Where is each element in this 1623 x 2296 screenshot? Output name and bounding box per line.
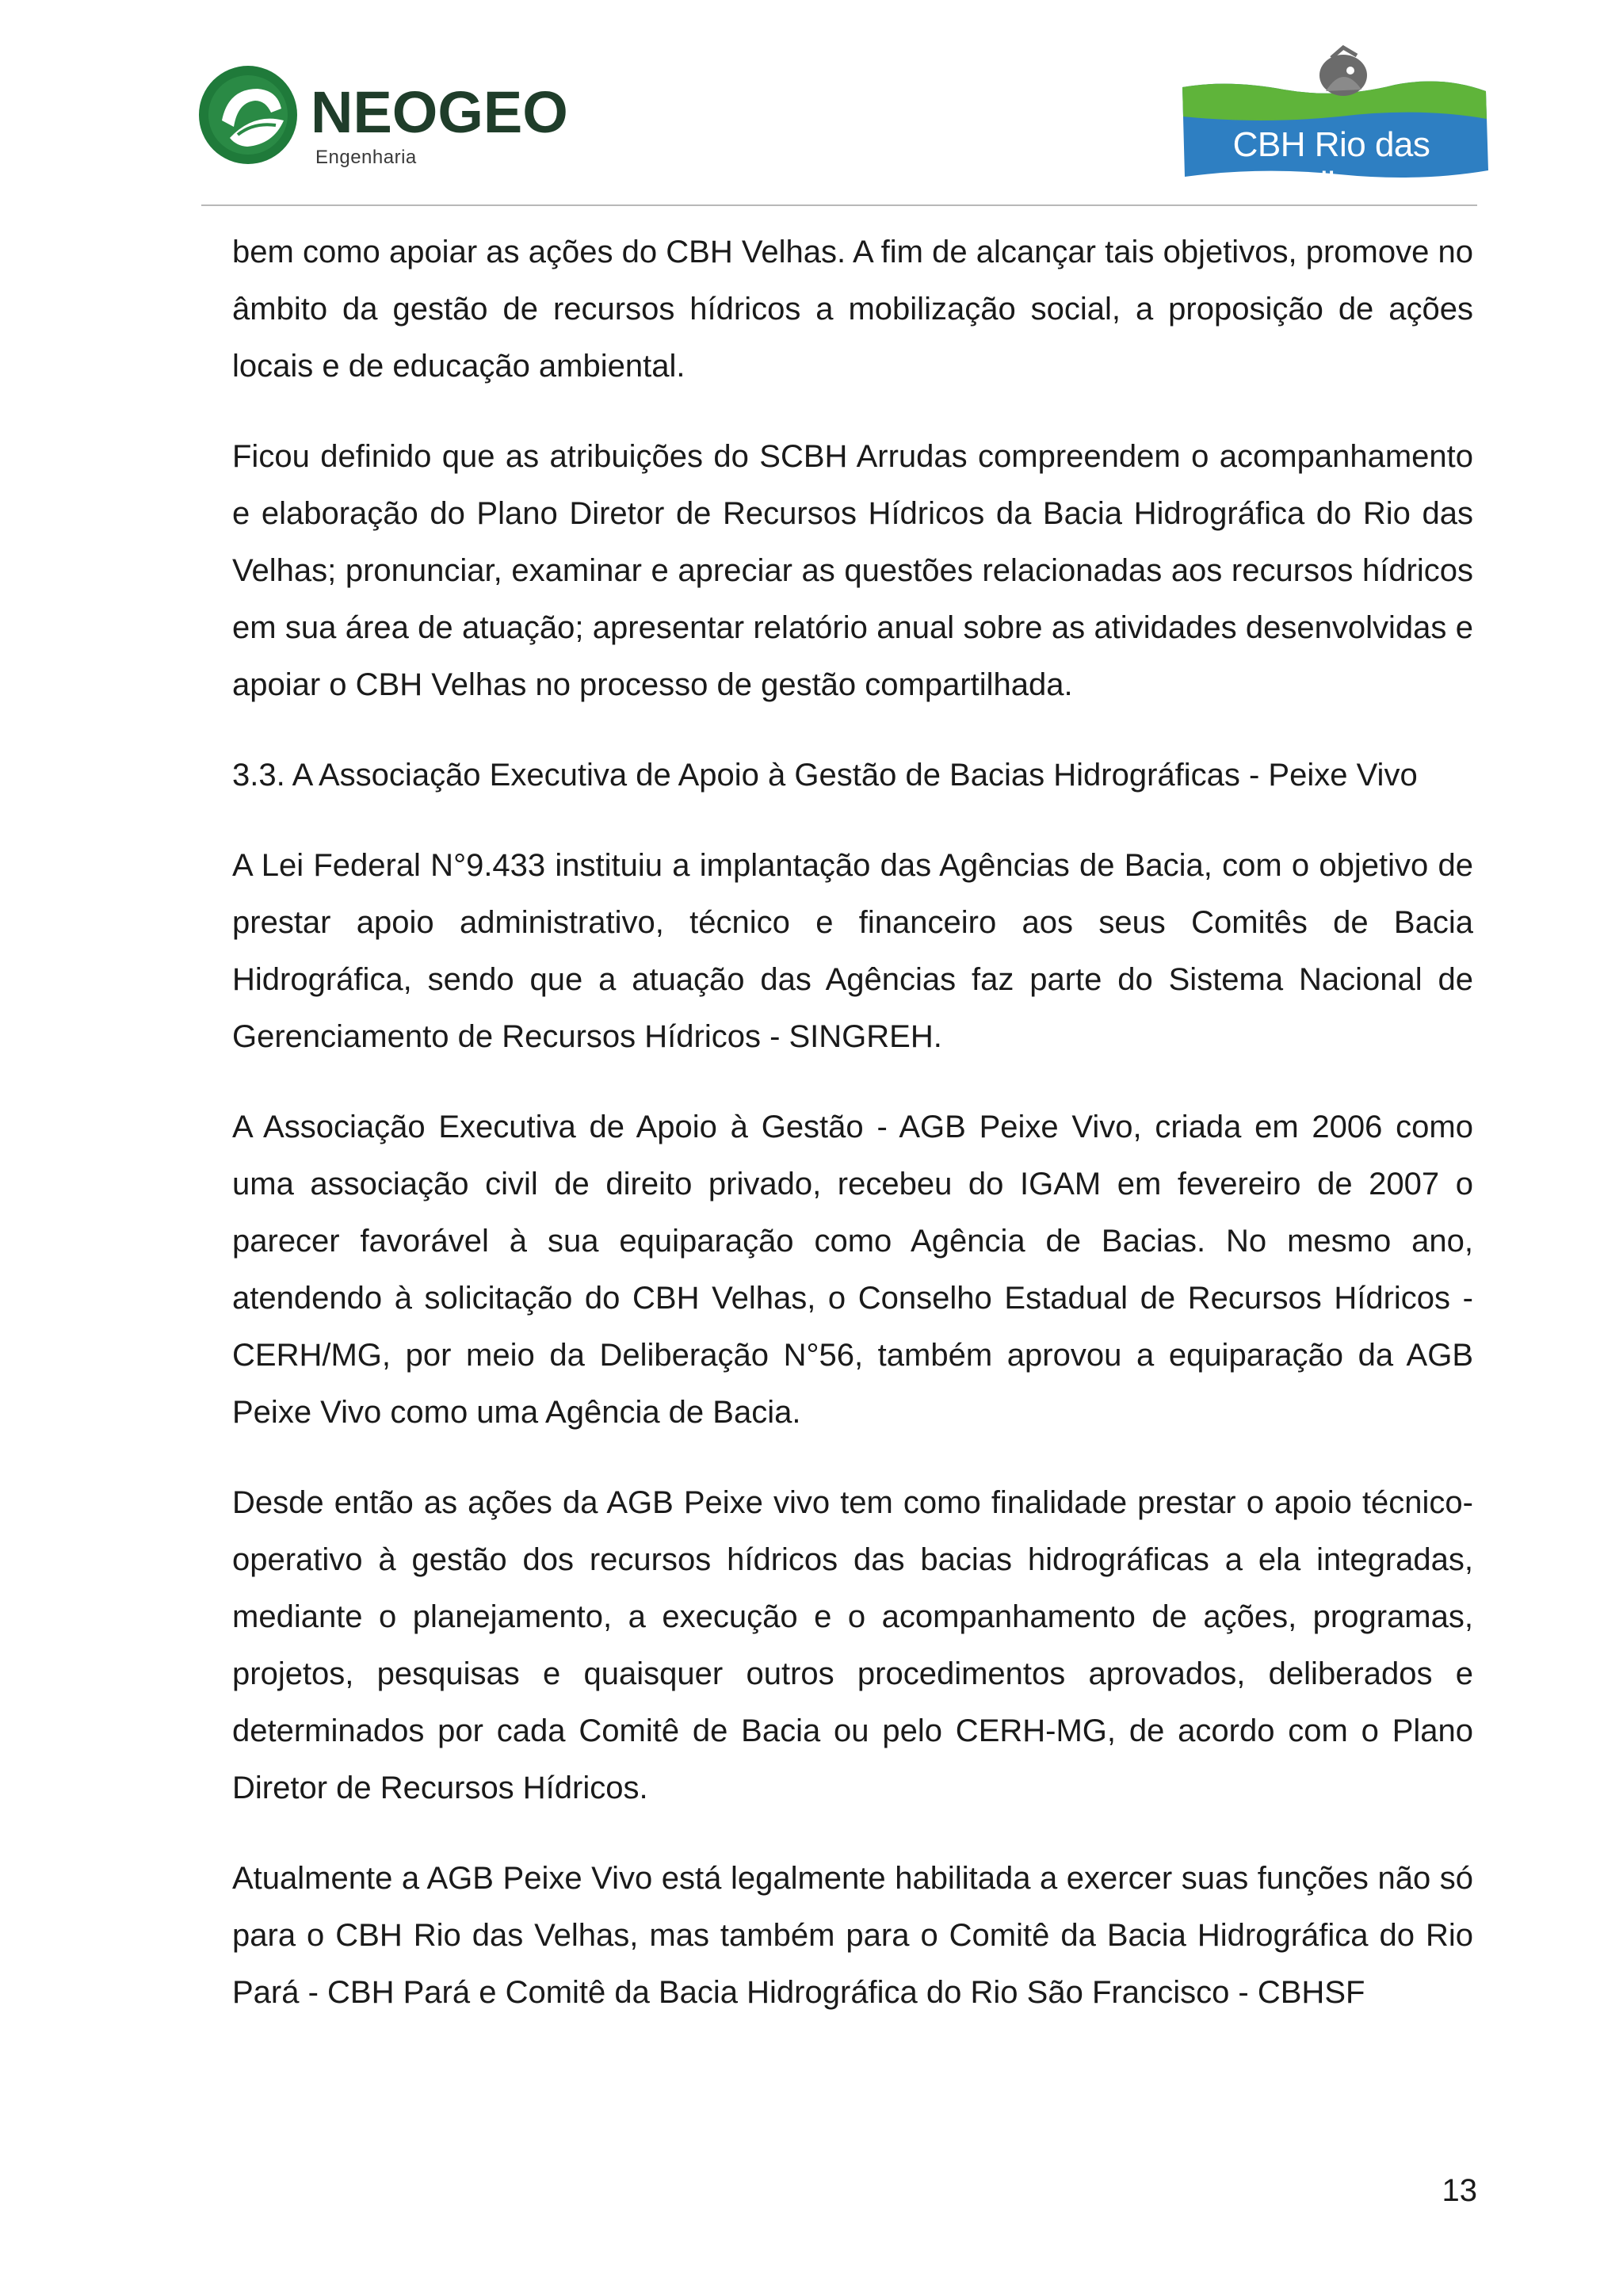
neogeo-logo-wordmark: NEOGEO [311, 79, 568, 145]
neogeo-logo [198, 65, 610, 176]
document-body [232, 223, 1473, 2054]
header-divider [201, 204, 1477, 206]
paragraph-6: Atualmente a AGB Peixe Vivo está legalmente habilitada a exercer suas funções não só para o CBH Rio das Velhas, mas também para o Comitê da Bacia Hidrográfica do Rio Pará - CBH Pará e Comitê da Bacia Hidrográfica do Rio São Francisco - CBHSF [232, 1861, 1473, 2010]
cbh-logo-caption: CBH Rio das Velhas [1232, 125, 1430, 204]
paragraph-4: A Associação Executiva de Apoio à Gestão - AGB Peixe Vivo, criada em 2006 como uma associação civil de direito privado, recebeu do IGAM em fevereiro de 2007 o parecer favorável à sua equiparação como Agência de Bacias. No mesmo ano, atendendo à solicitação do CBH Velhas, o Conselho Estadual de Recursos Hídricos - CERH/MG, por meio da Deliberação N°56, também aprovou a equiparação da AGB Peixe Vivo como uma Agência de Bacia. [232, 1110, 1473, 1430]
paragraph-2: Ficou definido que as atribuições do SCBH Arrudas compreendem o acompanhamento e elaboração do Plano Diretor de Recursos Hídricos da Bacia Hidrográfica do Rio das Velhas; pronunciar, examinar e apreciar as questões relacionadas aos recursos hídricos em sua área de atuação; apresentar relatório anual sobre as atividades desenvolvidas e apoiar o CBH Velhas no processo de gestão compartilhada. [232, 439, 1473, 702]
page-number: 13 [1442, 2173, 1477, 2208]
section-heading: 3.3. A Associação Executiva de Apoio à Gestão de Bacias Hidrográficas - Peixe Vivo [232, 758, 1418, 793]
paragraph-1: bem como apoiar as ações do CBH Velhas. A fim de alcançar tais objetivos, promove no âmbito da gestão de recursos hídricos a mobilização social, a proposição de ações locais e de educação ambiental. [232, 235, 1473, 384]
page-header [0, 0, 1623, 214]
paragraph-5: Desde então as ações da AGB Peixe vivo tem como finalidade prestar o apoio técnico-operativo à gestão dos recursos hídricos das bacias hidrográficas a ela integradas, mediante o planejamento, a execução e o acompanhamento de ações, programas, projetos, pesquisas e quaisquer outros procedimentos aprovados, deliberados e determinados por cada Comitê de Bacia ou pelo CERH-MG, de acordo com o Plano Diretor de Recursos Hídricos. [232, 1485, 1473, 1805]
paragraph-3: A Lei Federal N°9.433 instituiu a implantação das Agências de Bacia, com o objetivo de prestar apoio administrativo, técnico e financeiro aos seus Comitês de Bacia Hidrográfica, sendo que a atuação das Agências faz parte do Sistema Nacional de Gerenciamento de Recursos Hídricos - SINGREH. [232, 848, 1473, 1054]
neogeo-logo-tagline: Engenharia [315, 147, 417, 168]
cbh-rio-das-velhas-logo [1181, 44, 1490, 204]
